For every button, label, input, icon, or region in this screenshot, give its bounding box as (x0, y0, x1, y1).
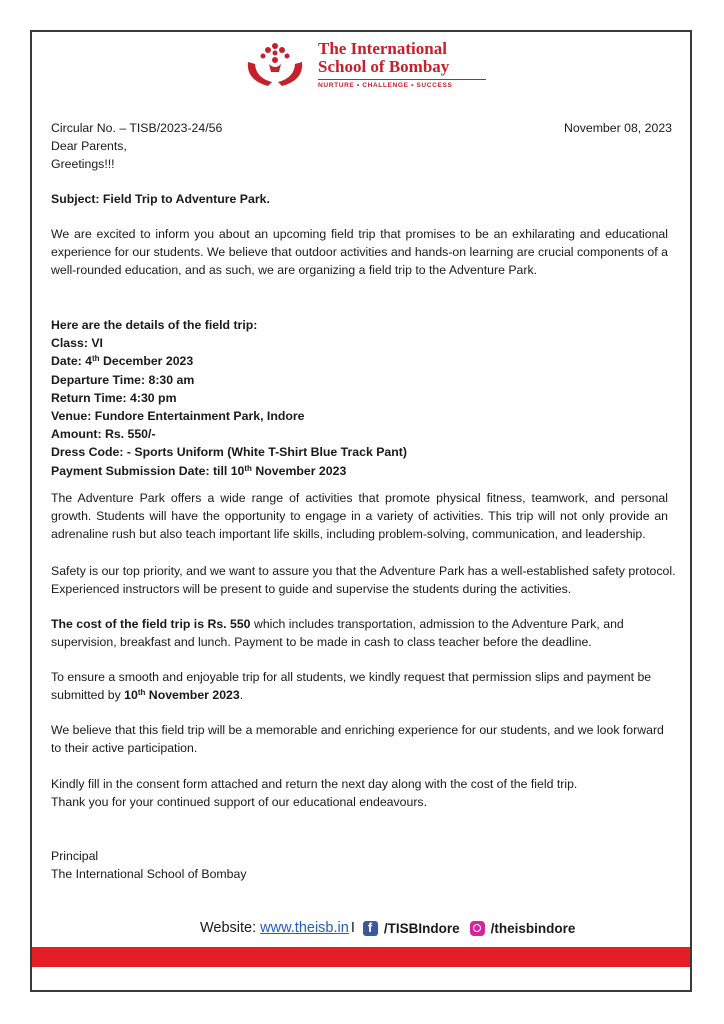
detail-date: Date: 4th December 2023 (51, 354, 194, 369)
request-paragraph: To ensure a smooth and enjoyable trip for all students, we kindly request that permission slips and payment be submitted by 10th November 2023. (51, 670, 652, 703)
detail-dress-code: Dress Code: - Sports Uniform (White T-Shirt Blue Track Pant) (51, 445, 407, 460)
footer-bar (32, 947, 690, 967)
activities-paragraph: The Adventure Park offers a wide range of activities that promote physical fitness, teamwork, and personal growth. Students will have the opportunity to engage in a variety of activities. This trip will not only provide an adrenaline rush but also teach important life skills, including problem-solving, communication, and leadership. (51, 491, 668, 542)
signatory-school: The International School of Bombay (51, 867, 247, 882)
instagram-icon (470, 921, 485, 936)
subject-line: Subject: Field Trip to Adventure Park. (51, 192, 270, 206)
website-link[interactable]: www.theisb.in (260, 920, 349, 936)
consent-paragraph: Kindly fill in the consent form attached and return the next day along with the cost of the field trip. Thank you for your continued support of our educational endeavours. (51, 777, 578, 810)
detail-class: Class: VI (51, 336, 103, 351)
details-heading: Here are the details of the field trip: (51, 318, 258, 332)
cost-paragraph: The cost of the field trip is Rs. 550 which includes transportation, admission to the Adventure Park, and supervision, breakfast and lunch. Payment to be made in cash to class teacher before the deadline. (51, 617, 624, 650)
signature-block (51, 847, 247, 883)
salutation: Dear Parents, (51, 139, 127, 153)
website-label: Website: (200, 920, 257, 936)
circular-date: November 08, 2023 (563, 121, 672, 135)
intro-paragraph: We are excited to inform you about an upcoming field trip that promises to be an exhilarating and educational experience for our students. We believe that outdoor activities and hands-on learning are crucial components of a well-rounded education, and as such, we are organizing a field trip to the Adventure Park. (51, 227, 668, 278)
signatory-title: Principal (51, 849, 99, 863)
facebook-icon (363, 921, 378, 936)
footer-separator: I (350, 920, 355, 936)
footer-contacts (200, 918, 585, 938)
detail-payment-date: Payment Submission Date: till 10th November 2023 (51, 463, 347, 478)
detail-venue: Venue: Fundore Entertainment Park, Indore (51, 409, 305, 424)
school-tagline: NURTURE • CHALLENGE • SUCCESS (318, 82, 453, 89)
school-name: The International School of Bombay (318, 39, 450, 76)
safety-paragraph: Safety is our top priority, and we want to assure you that the Adventure Park has a well-established safety protocol. Experienced instructors will be present to guide and supervise the students during the activities. (51, 564, 676, 597)
circular-number: Circular No. – TISB/2023-24/56 (51, 121, 223, 135)
school-logo (238, 40, 498, 96)
detail-departure: Departure Time: 8:30 am (51, 372, 195, 387)
closing-paragraph: We believe that this field trip will be a memorable and enriching experience for our students, and we look forward to their active participation. (51, 723, 664, 756)
details-block (51, 316, 407, 480)
facebook-handle: /TISBIndore (383, 920, 460, 936)
detail-return: Return Time: 4:30 pm (51, 390, 177, 405)
greeting: Greetings!!! (51, 157, 115, 171)
logo-divider (318, 79, 486, 80)
instagram-handle: /theisbindore (490, 920, 576, 936)
detail-amount: Amount: Rs. 550/- (51, 427, 156, 442)
school-emblem-icon (238, 40, 312, 90)
